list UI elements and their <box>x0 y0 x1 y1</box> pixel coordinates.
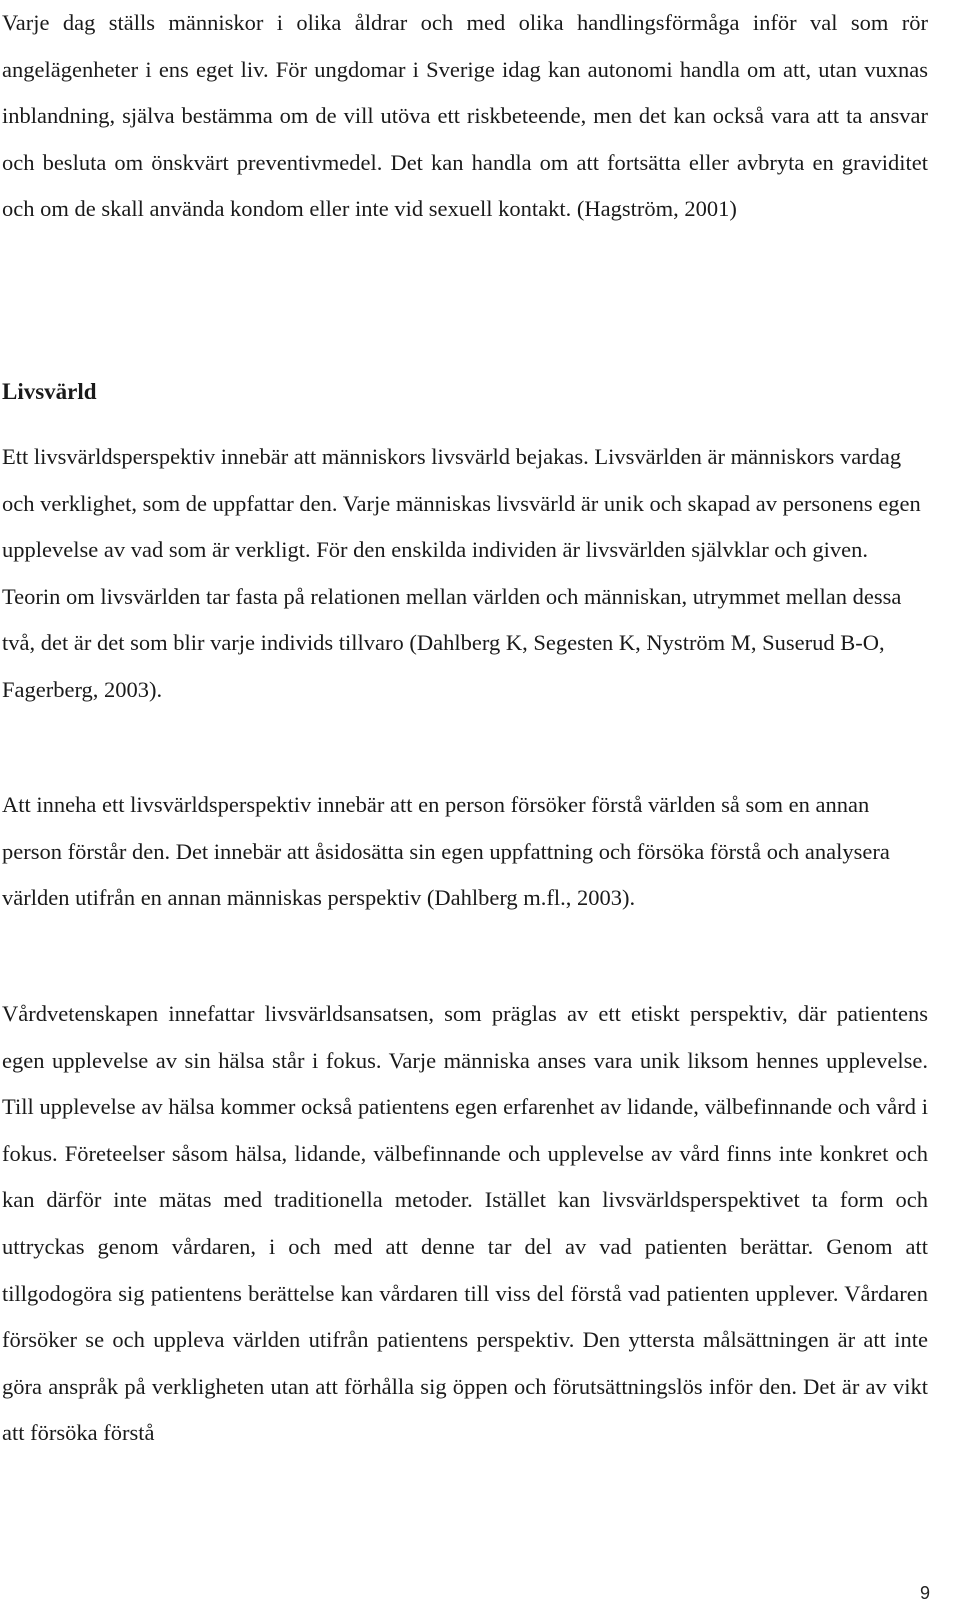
paragraph-autonomy: Varje dag ställs människor i olika åldrar och med olika handlingsförmåga inför val som rör angelägenheter i ens eget liv. För ungdomar i Sverige idag kan autonomi handla om att, utan vuxnas inblandning, själva bestämma om de vill utöva ett riskbeteende, men det kan också vara att ta ansvar och besluta om önskvärt preventivmedel. Det kan handla om att fortsätta eller avbryta en graviditet och om de skall använda kondom eller inte vid sexuell kontakt. (Hagström, 2001) <box>2 10 928 222</box>
section-heading-livsvarld: Livsvärld <box>2 379 97 404</box>
paragraph-vardvetenskapen: Vårdvetenskapen innefattar livsvärldsansatsen, som präglas av ett etiskt perspektiv, där patientens egen upplevelse av sin hälsa står i fokus. Varje människa anses vara unik liksom hennes upplevelse. Till upplevelse av hälsa kommer också patientens egen erfarenhet av lidande, välbefinnande och vård i fokus. Företeelser såsom hälsa, lidande, välbefinnande och upplevelse av vård finns inte konkret och kan därför inte mätas med traditionella metoder. Istället kan livsvärldsperspektivet ta form och uttryckas genom vårdaren, i och med att denne tar del av vad patienten berättar. Genom att tillgodogöra sig patientens berättelse kan vårdaren till viss del förstå vad patienten upplever. Vårdaren försöker se och uppleva världen utifrån patientens perspektiv. Den yttersta målsättningen är att inte göra anspråk på verkligheten utan att förhålla sig öppen och förutsättningslös inför den. Det är av vikt att försöka förstå <box>2 1001 928 1446</box>
paragraph-livsvarld-definition: Ett livsvärldsperspektiv innebär att människors livsvärld bejakas. Livsvärlden är människors vardag och verklighet, som de uppfattar den. Varje människas livsvärld är unik och skapad av personens egen upplevelse av vad som är verkligt. För den enskilda individen är livsvärlden självklar och given. Teorin om livsvärlden tar fasta på relationen mellan världen och människan, utrymmet mellan dessa två, det är det som blir varje individs tillvaro (Dahlberg K, Segesten K, Nyström M, Suserud B-O, Fagerberg, 2003). <box>2 444 921 702</box>
paragraph-livsvarldsperspektiv: Att inneha ett livsvärldsperspektiv innebär att en person försöker förstå världen så som en annan person förstår den. Det innebär att åsidosätta sin egen uppfattning och försöka förstå och analysera världen utifrån en annan människas perspektiv (Dahlberg m.fl., 2003). <box>2 792 890 911</box>
page-number: 9 <box>919 1583 930 1603</box>
